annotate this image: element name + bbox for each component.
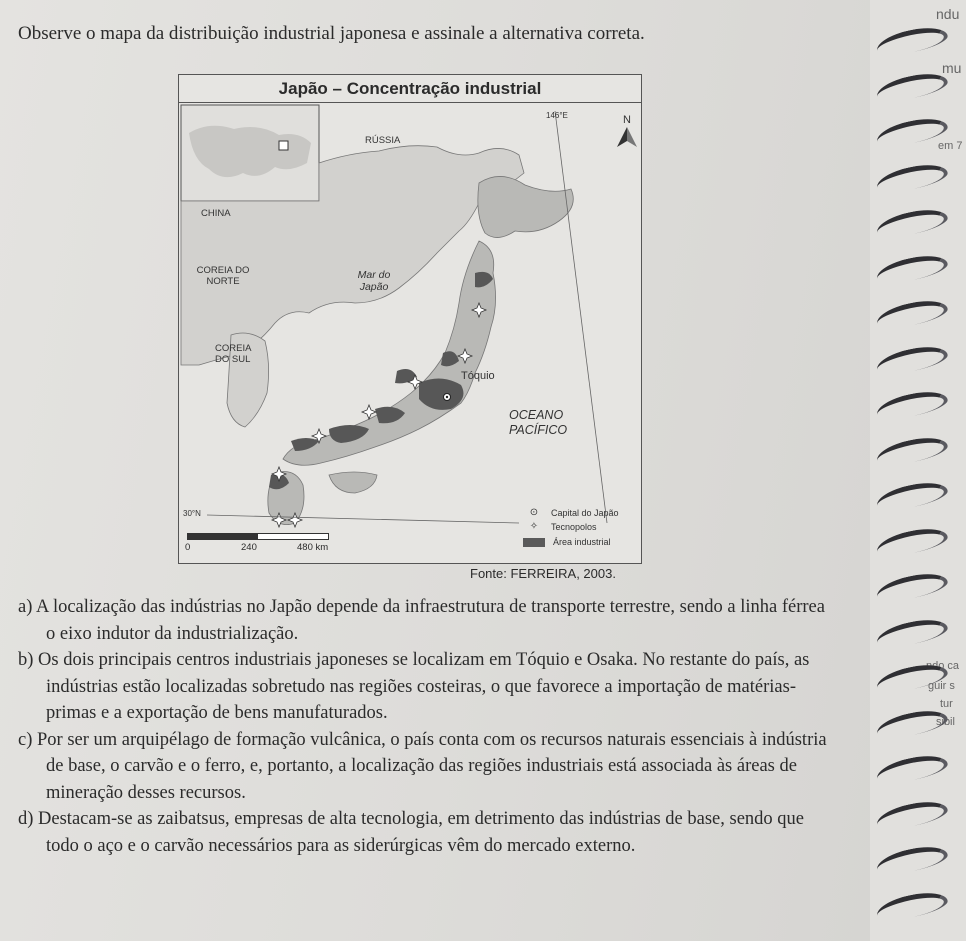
north-arrow (617, 127, 627, 147)
inset-locator-box (279, 141, 288, 150)
question-text: Observe o mapa da distribuição industrial japonesa e assinale a alternativa correta. (18, 23, 645, 44)
longitude-label: 146°E (546, 111, 568, 120)
legend-capital: ⊙ Capital do Japão (525, 507, 619, 518)
binder-ring (874, 751, 949, 787)
north-label: N (623, 114, 631, 126)
margin-fragment: sibil (936, 716, 955, 728)
binder-ring (874, 68, 949, 104)
binder-ring (874, 842, 949, 878)
margin-fragment: em 7 (938, 140, 963, 152)
map-drawing (179, 103, 641, 563)
binder-ring (874, 341, 949, 377)
answer-options (18, 594, 838, 859)
margin-fragment: mu (942, 60, 962, 76)
scale-bar (187, 533, 329, 540)
label-tokyo: Tóquio (461, 370, 495, 382)
industrial-legend-swatch (523, 538, 545, 547)
margin-fragment: ndo ca (926, 660, 960, 672)
legend-industrial-area: Área industrial (523, 537, 611, 547)
binder-ring (874, 159, 949, 195)
legend-technopoles: ✧ Tecnopolos (525, 521, 597, 532)
margin-fragment: ndu (936, 6, 960, 22)
label-north-korea: COREIA DO NORTE (196, 265, 250, 287)
latitude-label: 30°N (183, 509, 201, 518)
binder-ring (874, 478, 949, 514)
label-sea-of-japan: Mar do Japão (357, 269, 391, 293)
binder-ring (874, 296, 949, 332)
binder-ring (874, 250, 949, 286)
binder-ring (874, 887, 949, 923)
label-russia: RÚSSIA (365, 135, 401, 146)
binder-ring (874, 705, 949, 741)
scale-end: 480 km (297, 542, 329, 553)
scale-zero: 0 (185, 542, 191, 553)
japan-industrial-map (178, 74, 642, 564)
label-china: CHINA (201, 208, 231, 219)
capital-legend-icon: ⊙ (529, 507, 539, 518)
margin-fragment: tur (940, 698, 953, 710)
binder-ring (874, 23, 949, 59)
binder-ring (874, 205, 949, 241)
star-legend-icon: ✧ (529, 521, 539, 532)
binder-ring (874, 523, 949, 559)
meridian-146e (555, 111, 607, 523)
hokkaido (478, 176, 573, 237)
binder-ring (874, 614, 949, 650)
option-d: d) Destacam-se as zaibatsus, empresas de alta tecnologia, em detrimento das indústrias de base, sendo que todo o aço e o carvão necessários para as siderúrgicas vêm do mercado externo. (18, 809, 804, 856)
label-pacific-ocean: OCEANO PACÍFICO (509, 408, 568, 437)
map-title: Japão – Concentração industrial (278, 79, 542, 98)
option-a: a) A localização das indústrias no Japão depende da infraestrutura de transporte terrestre, sendo a linha férrea o eixo indutor da industrialização. (18, 597, 825, 644)
binder-ring (874, 569, 949, 605)
binder-ring (874, 432, 949, 468)
option-c: c) Por ser um arquipélago de formação vulcânica, o país conta com os recursos naturais essenciais à indústria de base, o carvão e o ferro, e, portanto, a localização das regiões industriais está associada às áreas de mineração desses recursos. (18, 729, 827, 803)
spiral-binding (870, 0, 966, 941)
scale-mid: 240 (241, 542, 257, 553)
binder-ring (874, 796, 949, 832)
map-source: Fonte: FERREIRA, 2003. (470, 566, 616, 581)
shikoku (329, 472, 377, 493)
parallel-30n (207, 515, 519, 523)
binder-ring (874, 387, 949, 423)
option-b: b) Os dois principais centros industriais japoneses se localizam em Tóquio e Osaka. No restante do país, as indústrias estão localizadas sobretudo nas regiões costeiras, o que favorece a importação de matérias-primas e a exportação de bens manufaturados. (18, 650, 810, 723)
label-south-korea: COREIA DO SUL (215, 343, 251, 365)
margin-fragment: guir s (928, 680, 955, 692)
